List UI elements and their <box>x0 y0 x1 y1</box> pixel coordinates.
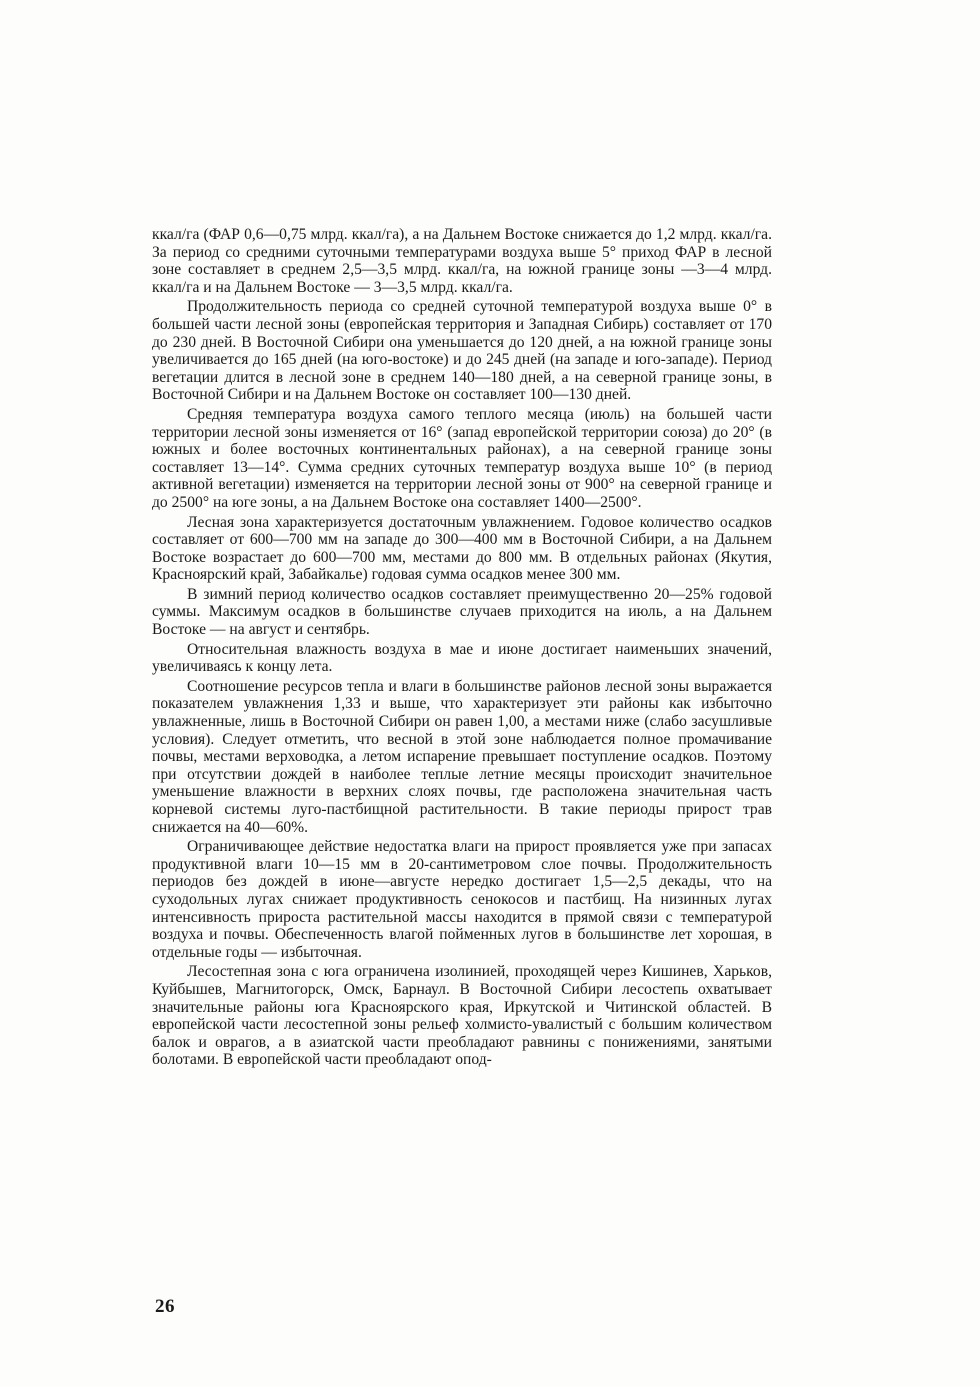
paragraph: Лесостепная зона с юга ограничена изолинией, проходящей через Кишинев, Харьков, Куйбышев, Магнитогорск, Омск, Барнаул. В Восточной Сибири лесостепь охватывает значительные районы юга Красноярского края, Иркутской и Читинской областей. В европейской части лесостепной зоны рельеф холмисто-увалистый с большим количеством балок и оврагов, а в азиатской части преобладают равнины с понижениями, занятыми болотами. В европейской части преобладают опод- <box>152 963 772 1069</box>
paragraph: Ограничивающее действие недостатка влаги на прирост проявляется уже при запасах продуктивной влаги 10—15 мм в 20-сантиметровом слое почвы. Продолжительность периодов без дождей в июне—августе нередко достигает 1,5—2,5 декады, что на суходольных лугах снижает продуктивность сенокосов и пастбищ. На низинных лугах интенсивность прироста растительной массы находится в прямой связи с температурой воздуха и почвы. Обеспеченность влагой пойменных лугов в большинстве лет хорошая, в отдельные годы — избыточная. <box>152 838 772 961</box>
page-number: 26 <box>155 1296 175 1317</box>
paragraph: Средняя температура воздуха самого теплого месяца (июль) на большей части территории лесной зоны изменяется от 16° (запад европейской территории союза) до 20° (в южных и более восточных континентальных районах), а на северной границе зоны составляет 13—14°. Сумма средних суточных температур воздуха выше 10° (в период активной вегетации) изменяется на территории лесной зоны от 900° на северной границе и до 2500° на юге зоны, а на Дальнем Востоке она составляет 1400—2500°. <box>152 405 772 511</box>
paragraph: Соотношение ресурсов тепла и влаги в большинстве районов лесной зоны выражается показателем увлажнения 1,33 и выше, что характеризует эти районы как избыточно увлажненные, лишь в Восточной Сибири он равен 1,00, а местами ниже (слабо засушливые условия). Следует отметить, что весной в этой зоне наблюдается полное промачивание почвы, местами верховодка, а летом испарение превышает поступление осадков. Поэтому при отсутствии дождей в наиболее теплые летние месяцы происходит значительное уменьшение влажности в верхних слоях почвы, где расположена значительная часть корневой системы луго-пастбищной растительности. В такие периоды прирост трав снижается на 40—60%. <box>152 677 772 836</box>
paragraph: В зимний период количество осадков составляет преимущественно 20—25% годовой суммы. Максимум осадков в большинстве случаев приходится на июль, а на Дальнем Востоке — на август и сентябрь. <box>152 585 772 639</box>
paragraph: ккал/га (ФАР 0,6—0,75 млрд. ккал/га), а на Дальнем Востоке снижается до 1,2 млрд. ккал/га. За период со средними суточными температурами воздуха выше 5° приход ФАР в лесной зоне составляет в среднем 2,5—3,5 млрд. ккал/га, на южной границе зоны —3—4 млрд. ккал/га и на Дальнем Востоке — 3—3,5 млрд. ккал/га. <box>152 226 772 296</box>
paragraph: Лесная зона характеризуется достаточным увлажнением. Годовое количество осадков составляет от 600—700 мм на западе до 300—400 мм в Восточной Сибири, а на Дальнем Востоке возрастает до 600—700 мм, местами до 800 мм. В отдельных районах (Якутия, Красноярский край, Забайкалье) годовая сумма осадков менее 300 мм. <box>152 513 772 584</box>
paragraph: Относительная влажность воздуха в мае и июне достигает наименьших значений, увеличиваясь к концу лета. <box>152 640 772 676</box>
paragraph: Продолжительность периода со средней суточной температурой воздуха выше 0° в большей части лесной зоны (европейская территория и Западная Сибирь) составляет от 170 до 230 дней. В Восточной Сибири она уменьшается до 120 дней, а на южной границе зоны увеличивается до 165 дней (на юго-востоке) и до 245 дней (на западе и юго-западе). Период вегетации длится в лесной зоне в среднем 140—180 дней, а на северной границе зоны, в Восточной Сибири и на Дальнем Востоке он составляет 100—130 дней. <box>152 298 772 404</box>
body-text <box>152 226 772 1071</box>
